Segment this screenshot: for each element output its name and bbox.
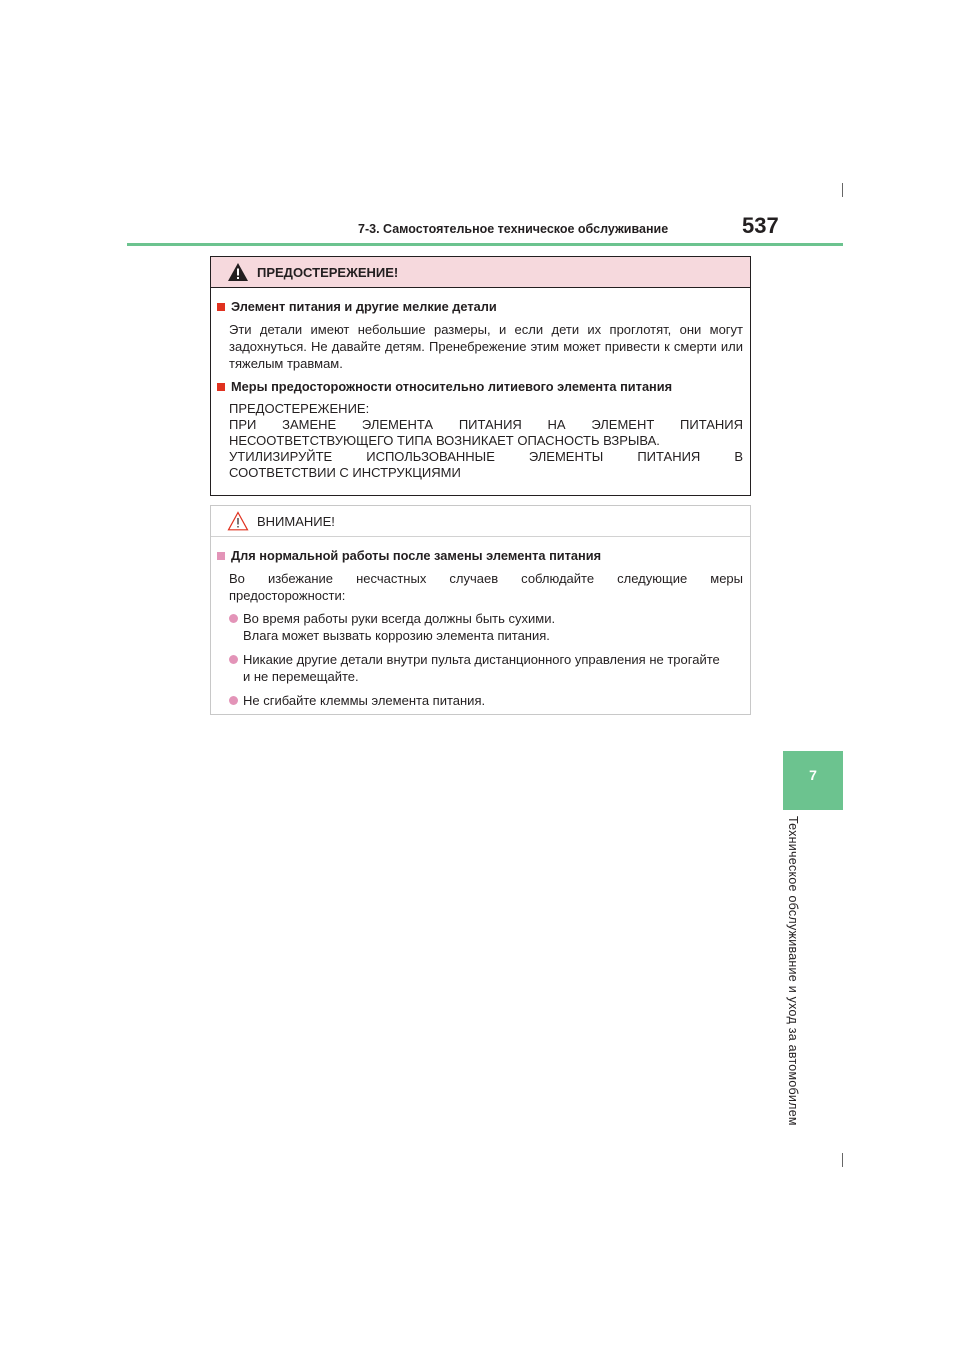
caution-line-1: ПРЕДОСТЕРЕЖЕНИЕ:	[229, 401, 370, 416]
notice-intro-text: Во избежание несчастных случаев соблюдайте следующие меры предосторожности:	[229, 571, 743, 603]
caution-section-1-text: Эти детали имеют небольшие размеры, и если дети их проглотят, они могут задохнуться. Не давайте детям. Пренебрежение этим может привести к смерти или тяжелым травмам.	[229, 322, 743, 371]
pink-bullet-icon	[229, 614, 238, 623]
caution-box-header	[211, 257, 750, 288]
pink-bullet-icon	[229, 655, 238, 664]
notice-heading: ВНИМАНИЕ!	[257, 513, 335, 529]
header-rule	[127, 243, 843, 246]
notice-bullet-3	[229, 692, 743, 709]
caution-section-2-text	[229, 401, 743, 481]
notice-bullet-3-line-1: Не сгибайте клеммы элемента питания.	[243, 693, 486, 708]
notice-bullet-1-line-1: Во время работы руки всегда должны быть сухими.	[243, 611, 556, 626]
notice-bullet-1-text	[243, 610, 555, 644]
chapter-side-title: Техническое обслуживание и уход за автомобилем	[786, 816, 800, 1126]
warning-triangle-icon	[227, 262, 249, 282]
notice-bullet-1-line-2: Влага может вызвать коррозию элемента питания.	[243, 628, 550, 643]
caution-section-2-title-text: Меры предосторожности относительно литиевого элемента питания	[231, 379, 673, 394]
caution-section-1-title-text: Элемент питания и другие мелкие детали	[231, 299, 497, 314]
chapter-tab: 7	[783, 751, 843, 810]
red-square-icon	[217, 303, 225, 311]
caution-section-2-title	[217, 378, 743, 395]
notice-box-body	[211, 537, 750, 709]
caution-box-body	[211, 288, 750, 481]
page-number: 537	[742, 213, 779, 238]
caution-section-1-title	[217, 298, 743, 315]
caution-line-5: СООТВЕТСТВИИ С ИНСТРУКЦИЯМИ	[229, 465, 461, 480]
pink-square-icon	[217, 552, 225, 560]
caution-line-4: УТИЛИЗИРУЙТЕ ИСПОЛЬЗОВАННЫЕ ЭЛЕМЕНТЫ ПИТАНИЯ В	[229, 449, 743, 464]
notice-bullet-2-line-2: и не перемещайте.	[243, 669, 359, 684]
red-square-icon	[217, 383, 225, 391]
section-header-title: 7-3. Самостоятельное техническое обслуживание	[358, 222, 669, 236]
chapter-side-title-wrap	[781, 816, 803, 1126]
crop-mark-bottom	[842, 1153, 843, 1167]
notice-section-title-text: Для нормальной работы после замены элемента питания	[231, 548, 602, 563]
pink-bullet-icon	[229, 696, 238, 705]
notice-bullet-2	[229, 651, 743, 685]
notice-box-header	[211, 506, 750, 537]
notice-bullet-3-text	[243, 692, 485, 709]
notice-bullet-2-line-1: Никакие другие детали внутри пульта дистанционного управления не трогайте	[243, 652, 720, 667]
caution-box	[210, 256, 751, 496]
notice-section-title	[217, 547, 743, 564]
notice-box	[210, 505, 751, 715]
notice-bullet-1	[229, 610, 743, 644]
notice-bullet-2-text	[243, 651, 720, 685]
caution-line-2: ПРИ ЗАМЕНЕ ЭЛЕМЕНТА ПИТАНИЯ НА ЭЛЕМЕНТ ПИТАНИЯ	[229, 417, 743, 432]
caution-heading: ПРЕДОСТЕРЕЖЕНИЕ!	[257, 264, 399, 280]
crop-mark-top	[842, 183, 843, 197]
caution-line-3: НЕСООТВЕТСТВУЮЩЕГО ТИПА ВОЗНИКАЕТ ОПАСНОСТЬ ВЗРЫВА.	[229, 433, 660, 448]
warning-outline-icon	[227, 511, 249, 531]
